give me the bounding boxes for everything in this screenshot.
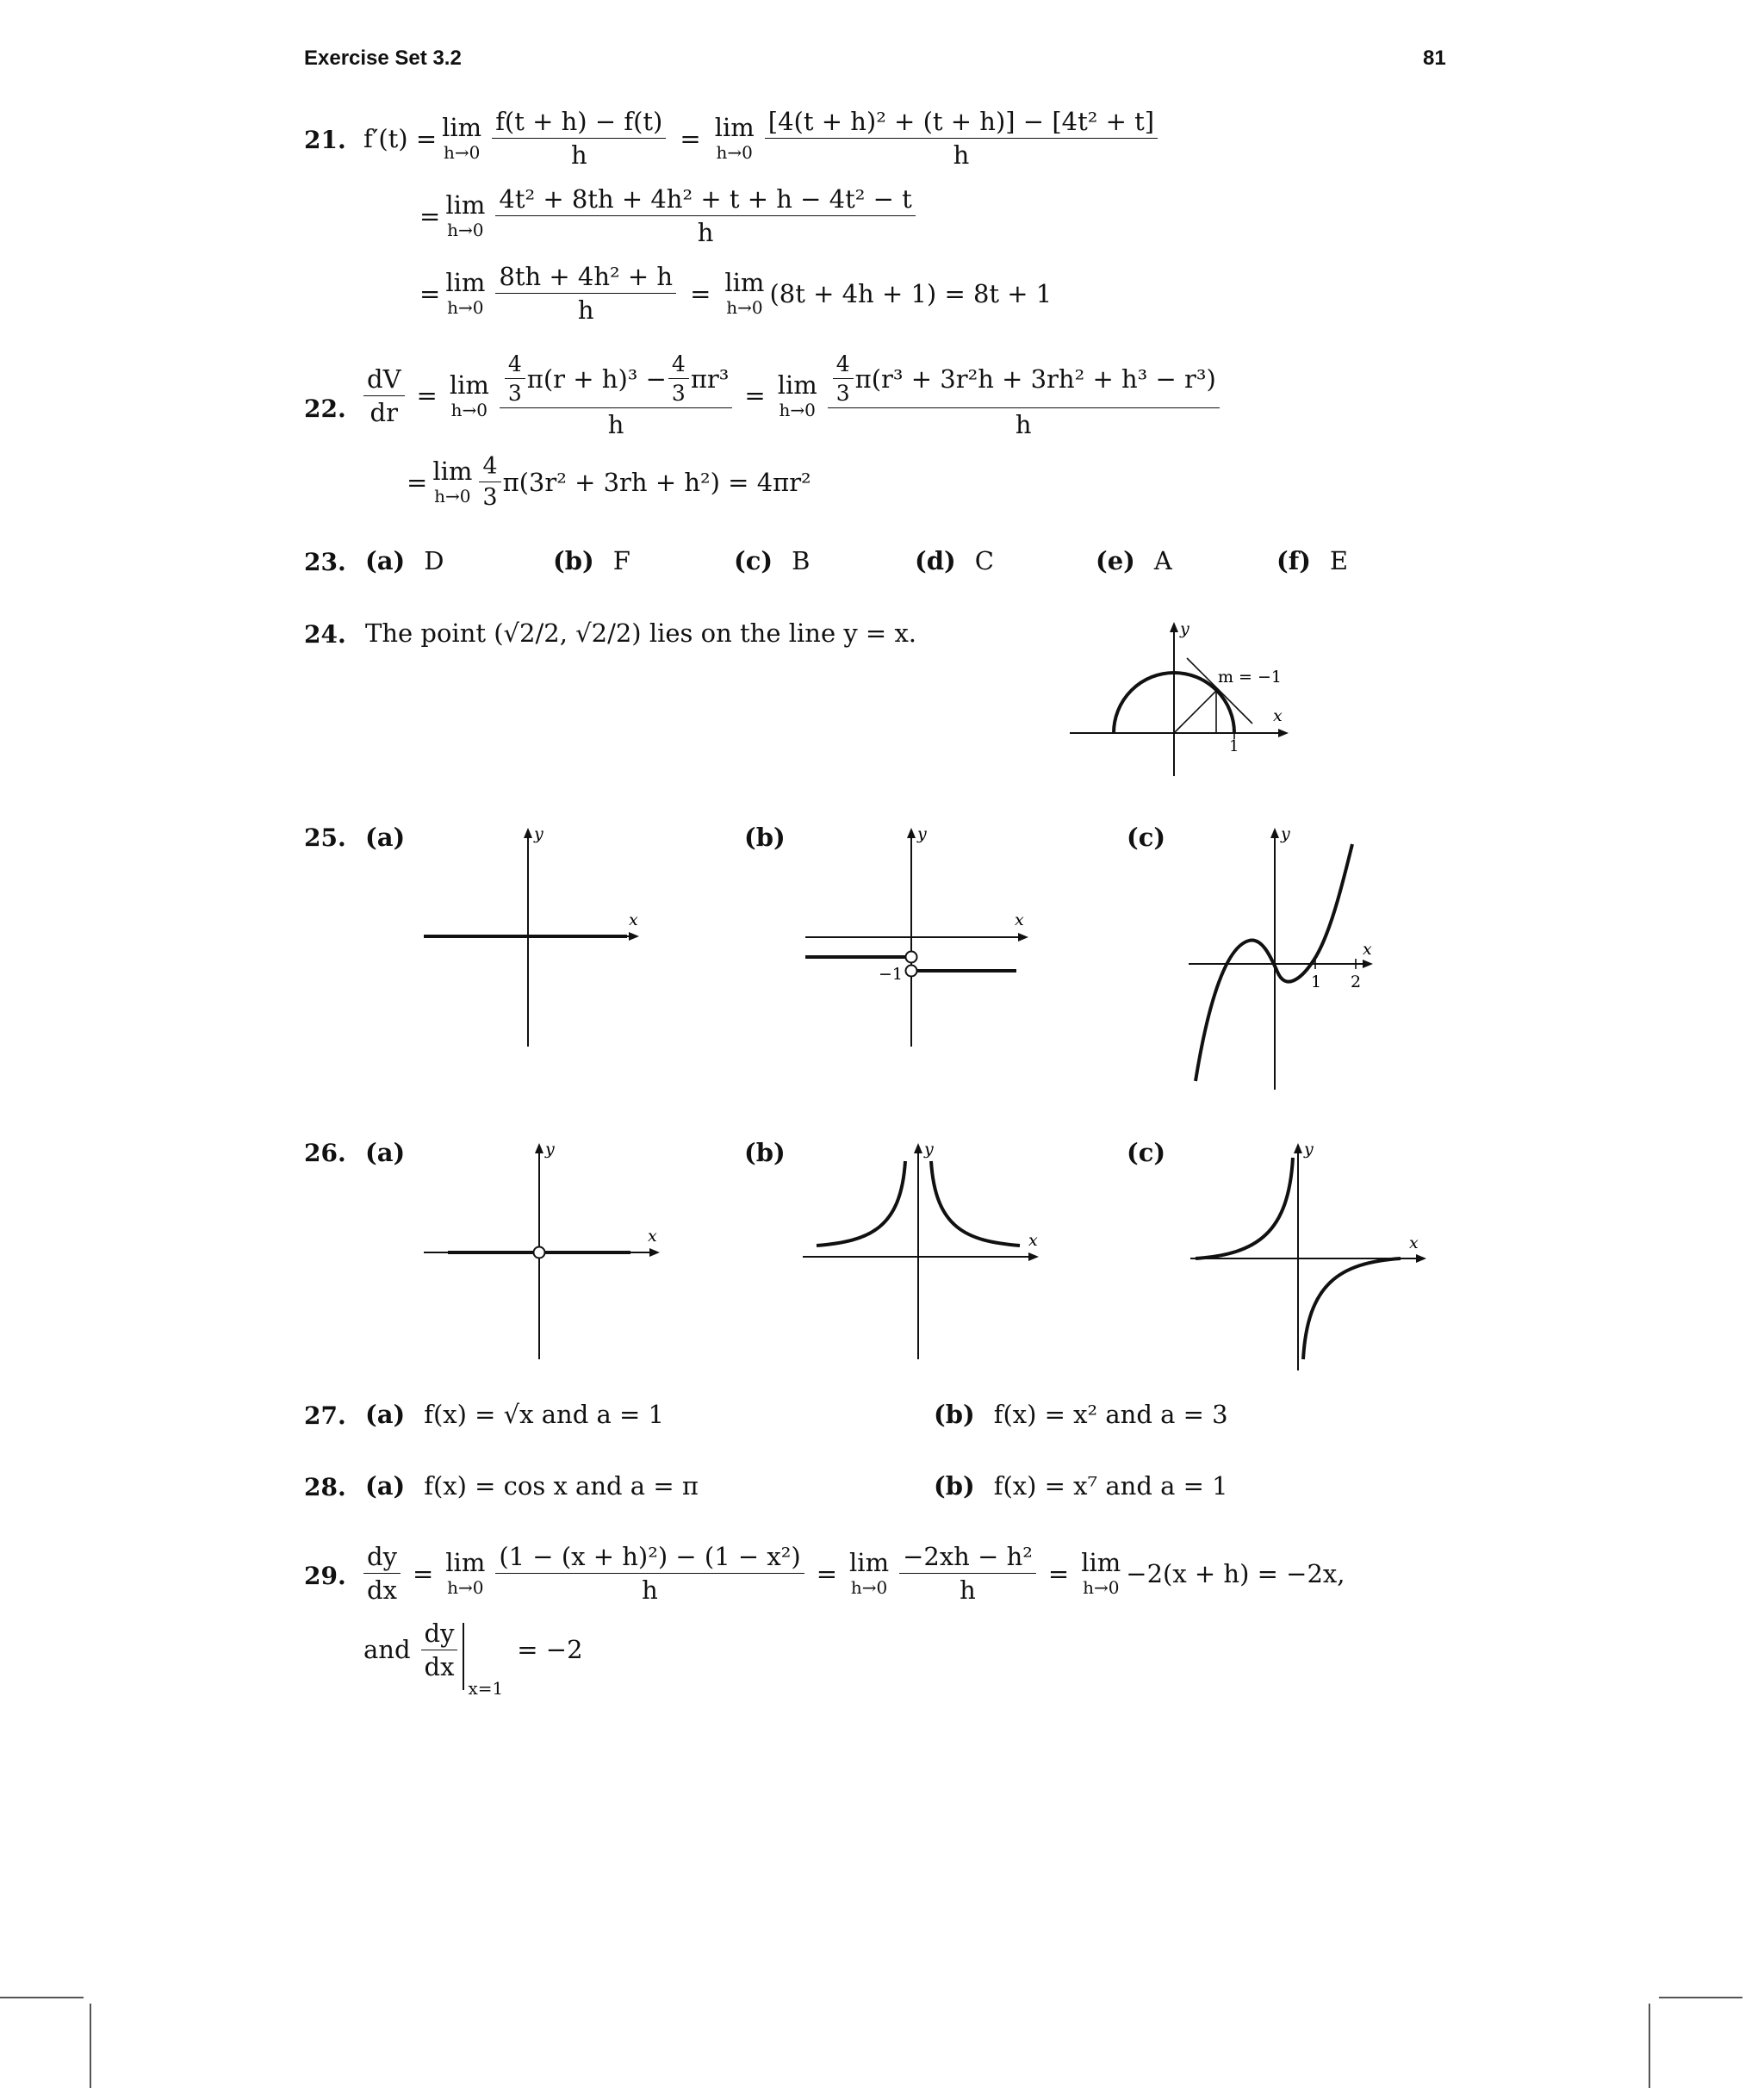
ex25a-graph bbox=[413, 818, 655, 1051]
answer-f: (f) E bbox=[1276, 546, 1349, 575]
limit-operator: lim h→0 bbox=[445, 268, 486, 318]
answer-c: (c) B bbox=[734, 546, 811, 575]
ex28-part-a: (a) f(x) = cos x and a = π bbox=[365, 1471, 699, 1501]
limit-operator: lim h→0 bbox=[432, 457, 473, 506]
answer-b: (b) F bbox=[553, 546, 630, 575]
exercise-number: 24. bbox=[304, 620, 346, 649]
slope-label: m = −1 bbox=[1218, 668, 1283, 687]
crop-mark bbox=[1659, 1997, 1742, 1998]
fraction: $\frac{\text{(1 − (x + h)²) − (1 − x²)}}{h}$ bbox=[495, 1542, 804, 1605]
dV-dr: $\frac{dV}{dr}$ bbox=[363, 364, 405, 427]
volume-difference-quotient: $\frac{4}{3}$ π(r + h)³ − $\frac{4}{3}$ πr³ h bbox=[500, 351, 732, 439]
open-point-top bbox=[906, 952, 917, 963]
expanded-quotient: $\frac{4}{3}$ π(r³ + 3r²h + 3rh² + h³ − r³) h bbox=[828, 351, 1220, 439]
answer-a: (a) D bbox=[365, 546, 444, 575]
crop-mark bbox=[0, 1997, 84, 1998]
derivative-lhs: f′(t) = bbox=[363, 123, 438, 153]
svg-text:2: 2 bbox=[1351, 973, 1362, 991]
difference-quotient: $\frac{f(t + h) - f(t)}{h}$ bbox=[492, 107, 666, 170]
limit-operator: lim h→0 bbox=[714, 113, 755, 163]
part-label: (b) bbox=[744, 1138, 786, 1167]
part-label: (b) bbox=[744, 823, 786, 852]
fraction: $\frac{\text{−2xh − h²}}{h}$ bbox=[899, 1542, 1036, 1605]
svg-text:y: y bbox=[917, 824, 927, 843]
crop-mark bbox=[90, 2004, 91, 2088]
svg-text:x: x bbox=[1028, 1231, 1038, 1250]
exercise-number: 29. bbox=[304, 1562, 346, 1590]
exercise-number: 27. bbox=[304, 1401, 346, 1430]
limit-operator: lim h→0 bbox=[777, 370, 817, 420]
dy-dx: $\frac{dy}{dx}$ bbox=[421, 1619, 458, 1681]
part-label: (c) bbox=[1127, 823, 1166, 852]
fraction: $\frac{\text{8th + 4h² + h}}{h}$ bbox=[495, 262, 676, 325]
ex29-line1: $\frac{dy}{dx}$ = lim h→0 $\frac{\text{(1 − (x + h)²) − (1 − x²)}}{h}$ = lim h→0 $\frac{\text{−2xh − h²}}{h}$ = lim h→0 −2(x + h) = −2x, bbox=[363, 1542, 1345, 1605]
open-point-origin bbox=[534, 1247, 545, 1258]
limit-operator: lim h→0 bbox=[445, 1548, 486, 1598]
svg-text:y: y bbox=[545, 1140, 555, 1159]
exercise-number: 21. bbox=[304, 126, 346, 154]
y-label: y bbox=[1180, 619, 1189, 638]
answer-e: (e) A bbox=[1096, 546, 1172, 575]
page-number: 81 bbox=[1423, 47, 1446, 70]
ex26a-graph bbox=[413, 1134, 672, 1366]
limit-operator: lim h→0 bbox=[445, 190, 486, 240]
limit-operator: lim h→0 bbox=[724, 268, 765, 318]
svg-text:y: y bbox=[924, 1140, 934, 1159]
svg-text:x: x bbox=[1015, 910, 1024, 929]
svg-text:x: x bbox=[648, 1227, 657, 1246]
part-label: (c) bbox=[1127, 1138, 1166, 1167]
part-label: (a) bbox=[365, 1138, 406, 1167]
x-label: x bbox=[1273, 706, 1283, 725]
limit-operator: lim h→0 bbox=[1081, 1548, 1121, 1598]
svg-text:−1: −1 bbox=[879, 965, 904, 984]
svg-text:x: x bbox=[1363, 940, 1372, 959]
ex27-part-a: (a) f(x) = √x and a = 1 bbox=[365, 1400, 664, 1429]
ex25c-graph bbox=[1180, 818, 1430, 1103]
svg-text:x: x bbox=[1409, 1234, 1419, 1252]
ex24-statement: The point (√2/2, √2/2) lies on the line y = x. bbox=[365, 618, 917, 648]
ex25b-graph bbox=[792, 818, 1042, 1051]
ex21-line2: = lim h→0 $\frac{\text{4t² + 8th + 4h² + t + h − 4t² − t}}{h}$ bbox=[419, 184, 921, 247]
ex26c-graph bbox=[1180, 1134, 1438, 1375]
ex22-line1: $\frac{dV}{dr}$ = lim h→0 $\frac{4}{3}$ π(r + h)³ − $\frac{4}{3}$ πr³ h = lim h→0 $\frac{4}{3}$ π(r³ + 3r²h + 3rh² + h³ − r³) h bbox=[363, 351, 1225, 439]
limit-operator: lim h→0 bbox=[849, 1548, 890, 1598]
svg-text:1: 1 bbox=[1311, 973, 1322, 991]
exercise-number: 26. bbox=[304, 1139, 346, 1167]
fraction: $\frac{\text{4t² + 8th + 4h² + t + h − 4t² − t}}{h}$ bbox=[495, 184, 915, 247]
ex28-part-b: (b) f(x) = x⁷ and a = 1 bbox=[934, 1471, 1228, 1501]
part-label: (a) bbox=[365, 823, 406, 852]
dy-dx: $\frac{dy}{dx}$ bbox=[363, 1542, 401, 1605]
ex21-line3: = lim h→0 $\frac{\text{8th + 4h² + h}}{h}$ = lim h→0 (8t + 4h + 1) = 8t + 1 bbox=[419, 262, 1053, 325]
ex24-graph bbox=[1059, 617, 1309, 780]
tick-label: 1 bbox=[1229, 737, 1239, 755]
exercise-number: 23. bbox=[304, 548, 346, 576]
ex26b-graph bbox=[792, 1134, 1051, 1366]
exercise-number: 28. bbox=[304, 1473, 346, 1501]
exercise-number: 22. bbox=[304, 395, 346, 423]
limit-operator: lim h→0 bbox=[449, 370, 489, 420]
left-branch bbox=[1196, 1158, 1293, 1258]
ex29-line2: and $\frac{dy}{dx}$ x=1 = −2 bbox=[363, 1618, 583, 1699]
ex22-line2: = lim h→0 $\frac{4}{3}$ π(3r² + 3rh + h²) = 4πr² bbox=[407, 453, 811, 511]
right-branch bbox=[931, 1161, 1020, 1246]
fraction: $\frac{\text{[4(t + h)² + (t + h)] − [4t² + t]}}{h}$ bbox=[765, 107, 1158, 170]
svg-text:y: y bbox=[1304, 1140, 1314, 1159]
evaluation-bar bbox=[463, 1623, 464, 1690]
right-branch bbox=[1303, 1258, 1401, 1359]
svg-text:y: y bbox=[1281, 824, 1290, 843]
svg-text:x: x bbox=[629, 910, 638, 929]
crop-mark bbox=[1649, 2004, 1650, 2088]
open-point-bottom bbox=[906, 966, 917, 977]
ex27-part-b: (b) f(x) = x² and a = 3 bbox=[934, 1400, 1228, 1429]
svg-text:y: y bbox=[534, 824, 543, 843]
running-header-title: Exercise Set 3.2 bbox=[304, 47, 462, 70]
left-branch bbox=[817, 1161, 905, 1246]
radius-line bbox=[1174, 691, 1216, 733]
limit-operator: lim h→0 bbox=[442, 113, 482, 163]
answer-d: (d) C bbox=[915, 546, 994, 575]
ex21-line1: f′(t) = lim h→0 $\frac{f(t + h) - f(t)}{h}$ = lim h→0 $\frac{\text{[4(t + h)² + (t + h)] − [4t² + t]}}{h}$ bbox=[363, 107, 1163, 170]
exercise-number: 25. bbox=[304, 823, 346, 852]
